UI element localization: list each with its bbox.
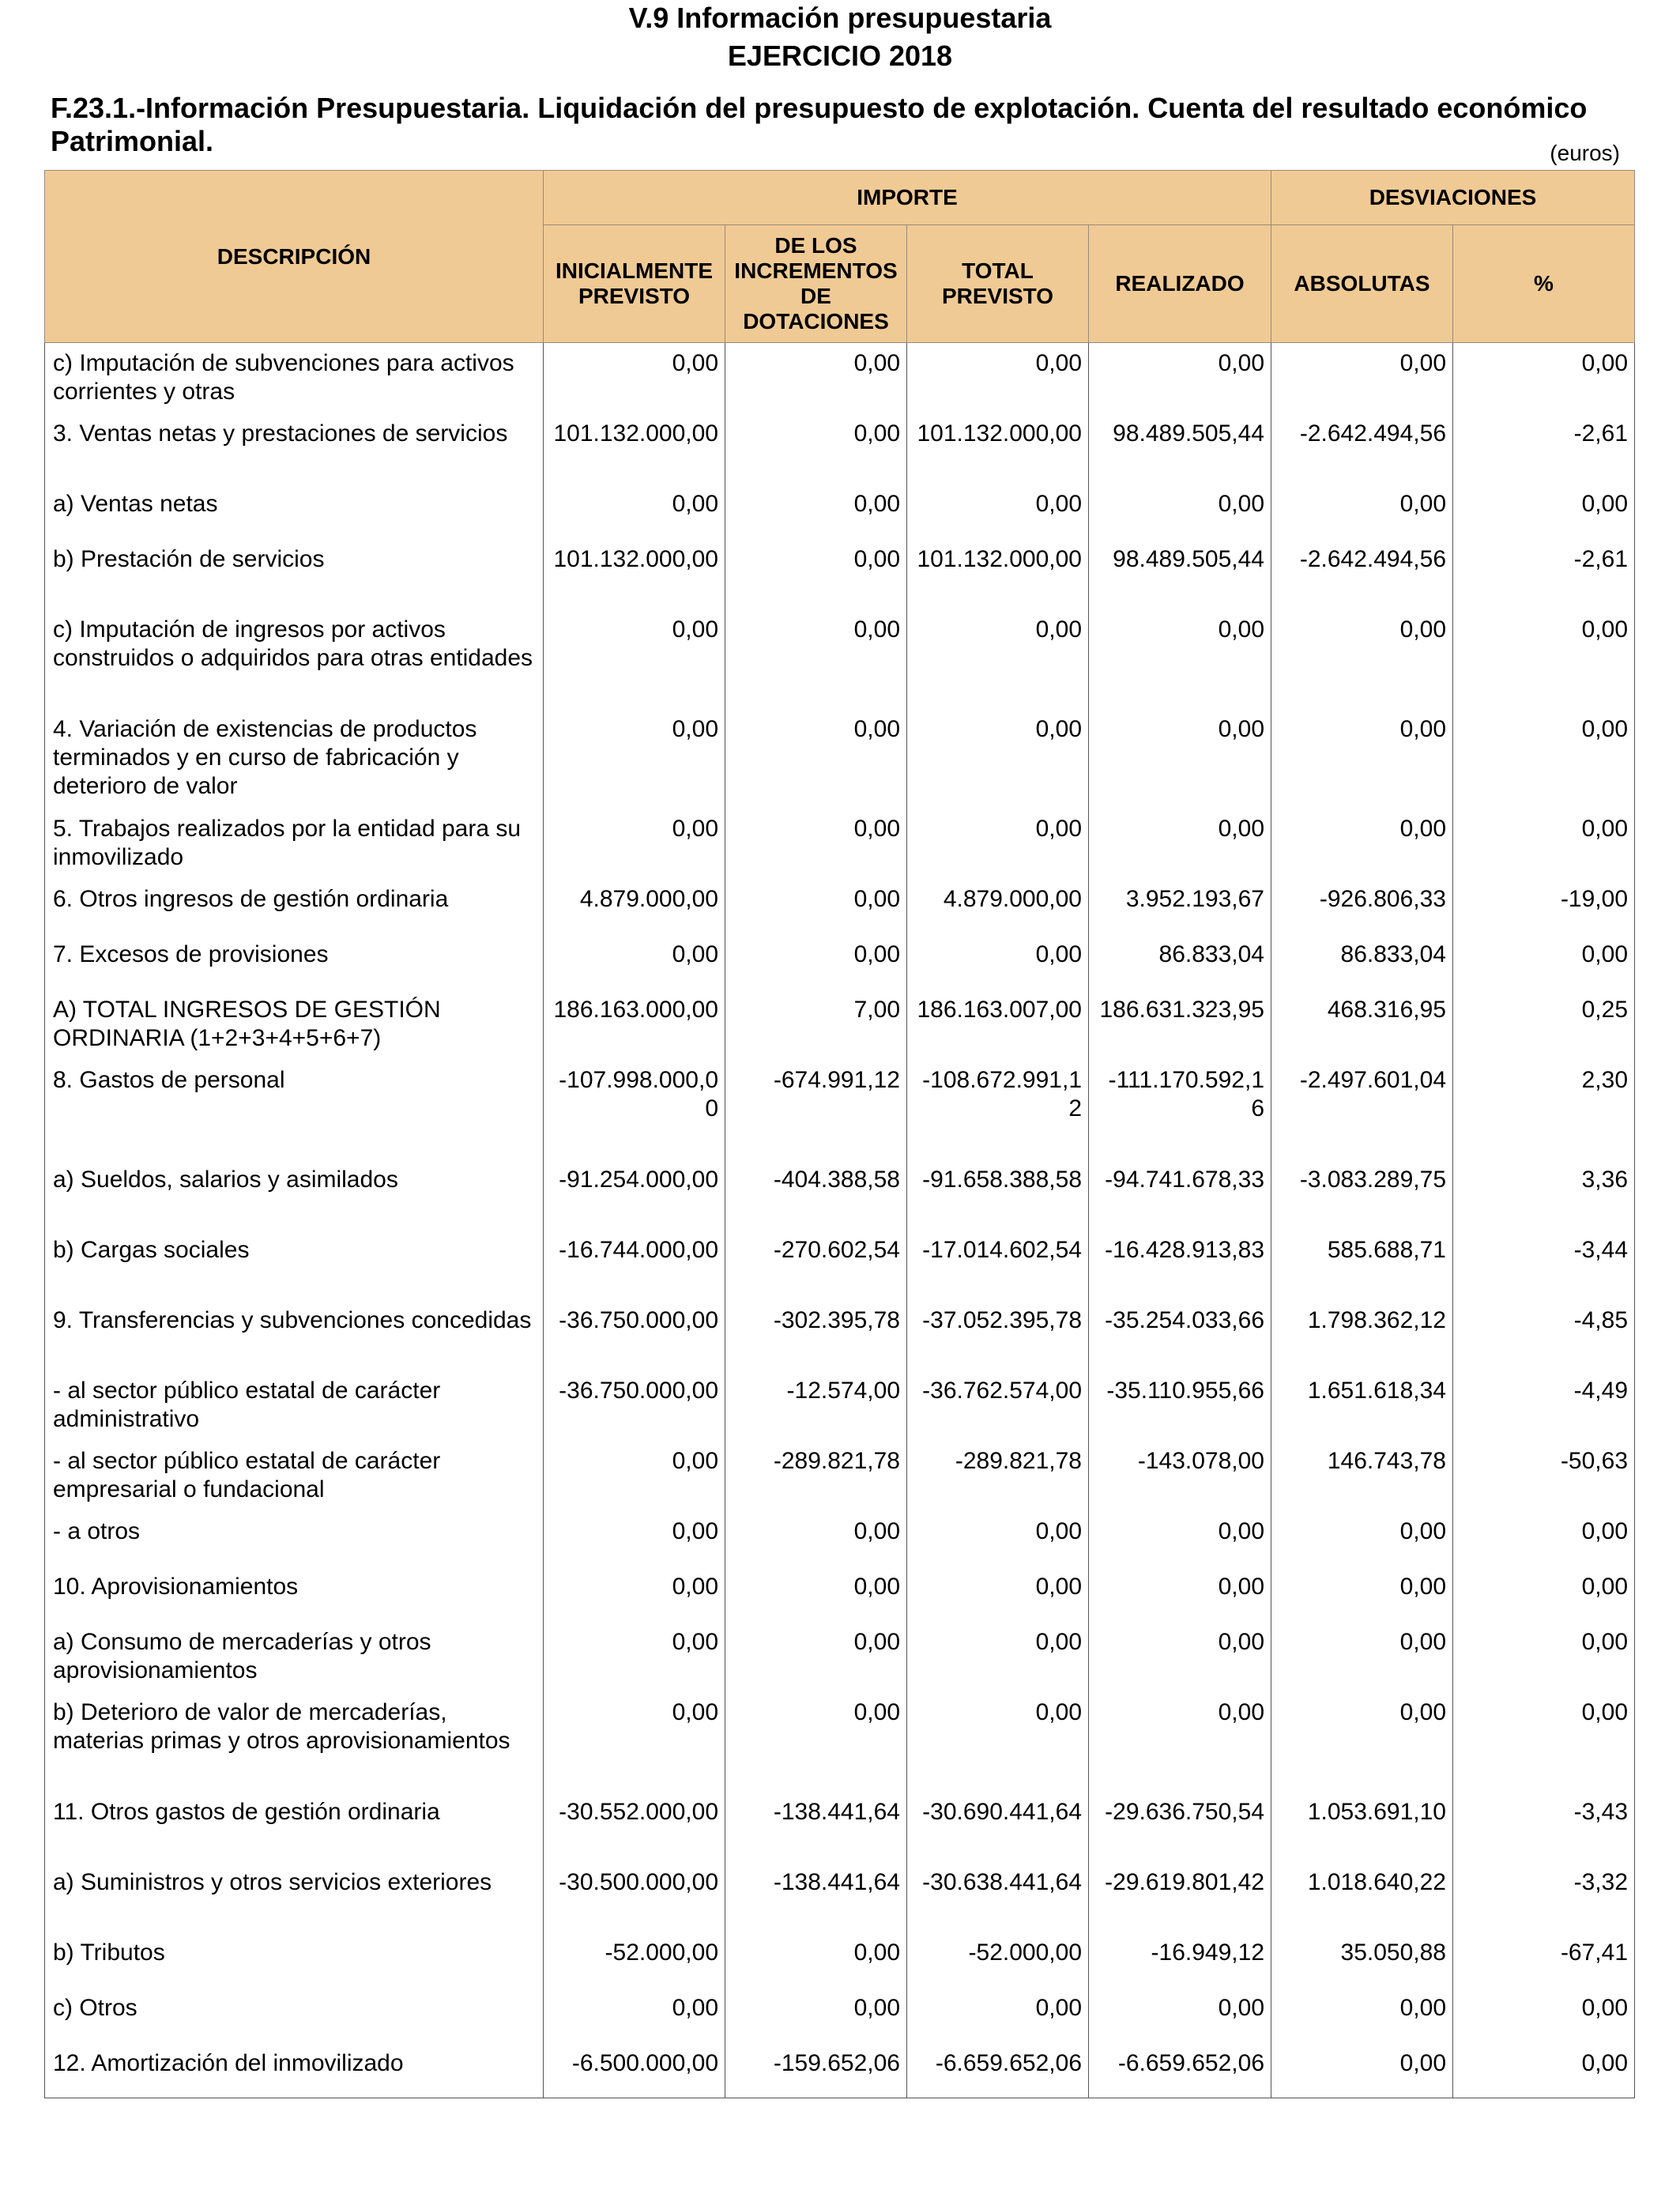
- table-row: [45, 709, 1635, 809]
- row-description: a) Sueldos, salarios y asimilados: [45, 1159, 544, 1230]
- row-description: b) Tributos: [45, 1932, 544, 1988]
- row-description: 3. Ventas netas y prestaciones de servicios: [45, 413, 544, 484]
- cell-total: -6.659.652,06: [907, 2043, 1089, 2098]
- cell-incrementos: 0,00: [725, 934, 907, 990]
- cell-inicial: 101.132.000,00: [544, 413, 725, 484]
- cell-pct: 0,00: [1453, 343, 1635, 413]
- table-row: [45, 343, 1635, 413]
- table-row: [45, 1441, 1635, 1511]
- cell-pct: 0,00: [1453, 709, 1635, 809]
- cell-absolutas: 0,00: [1271, 1692, 1453, 1792]
- table-body: [45, 343, 1635, 2098]
- cell-inicial: -6.500.000,00: [544, 2043, 725, 2098]
- cell-inicial: -52.000,00: [544, 1932, 725, 1988]
- col-header-realizado: REALIZADO: [1089, 225, 1271, 343]
- row-description: c) Imputación de subvenciones para activos corrientes y otras: [45, 343, 544, 413]
- table-row: [45, 1511, 1635, 1566]
- year-heading: EJERCICIO 2018: [727, 40, 953, 72]
- cell-inicial: 101.132.000,00: [544, 539, 725, 609]
- cell-incrementos: 0,00: [725, 709, 907, 809]
- cell-inicial: 0,00: [544, 1988, 725, 2043]
- cell-inicial: -30.552.000,00: [544, 1792, 725, 1862]
- row-description: 7. Excesos de provisiones: [45, 934, 544, 990]
- cell-inicial: -36.750.000,00: [544, 1370, 725, 1441]
- cell-incrementos: 0,00: [725, 1511, 907, 1566]
- cell-realizado: -29.636.750,54: [1089, 1792, 1271, 1862]
- cell-incrementos: 0,00: [725, 413, 907, 484]
- cell-pct: 0,00: [1453, 1988, 1635, 2043]
- cell-realizado: 0,00: [1089, 1511, 1271, 1566]
- cell-absolutas: -3.083.289,75: [1271, 1159, 1453, 1230]
- cell-inicial: 0,00: [544, 343, 725, 413]
- cell-incrementos: -12.574,00: [725, 1370, 907, 1441]
- cell-absolutas: 468.316,95: [1271, 990, 1453, 1060]
- cell-realizado: -6.659.652,06: [1089, 2043, 1271, 2098]
- cell-realizado: -94.741.678,33: [1089, 1159, 1271, 1230]
- cell-absolutas: 0,00: [1271, 2043, 1453, 2098]
- cell-incrementos: 0,00: [725, 879, 907, 934]
- cell-total: 0,00: [907, 484, 1089, 539]
- cell-absolutas: 146.743,78: [1271, 1441, 1453, 1511]
- cell-realizado: 86.833,04: [1089, 934, 1271, 990]
- cell-realizado: 0,00: [1089, 1988, 1271, 2043]
- cell-pct: -19,00: [1453, 879, 1635, 934]
- table-row: [45, 1988, 1635, 2043]
- table-row: [45, 1300, 1635, 1370]
- cell-total: 4.879.000,00: [907, 879, 1089, 934]
- table-row: [45, 1792, 1635, 1862]
- cell-incrementos: -289.821,78: [725, 1441, 907, 1511]
- table-row: [45, 990, 1635, 1060]
- cell-pct: -3,44: [1453, 1230, 1635, 1300]
- cell-absolutas: -2.497.601,04: [1271, 1060, 1453, 1159]
- cell-absolutas: 0,00: [1271, 484, 1453, 539]
- row-description: a) Consumo de mercaderías y otros aprovisionamientos: [45, 1622, 544, 1692]
- cell-inicial: 186.163.000,00: [544, 990, 725, 1060]
- cell-total: 101.132.000,00: [907, 413, 1089, 484]
- cell-total: 0,00: [907, 1622, 1089, 1692]
- col-header-total: TOTAL PREVISTO: [907, 225, 1089, 343]
- cell-incrementos: -404.388,58: [725, 1159, 907, 1230]
- row-description: c) Imputación de ingresos por activos construidos o adquiridos para otras entidades: [45, 609, 544, 709]
- row-description: 4. Variación de existencias de productos terminados y en curso de fabricación y deterioro de valor: [45, 709, 544, 809]
- cell-pct: -4,85: [1453, 1300, 1635, 1370]
- cell-incrementos: 0,00: [725, 1622, 907, 1692]
- units-label: (euros): [1550, 141, 1620, 165]
- budget-table: [44, 170, 1635, 2098]
- row-description: 11. Otros gastos de gestión ordinaria: [45, 1792, 544, 1862]
- col-header-incrementos: DE LOS INCREMENTOS DE DOTACIONES: [725, 225, 907, 343]
- table-row: [45, 1566, 1635, 1622]
- cell-pct: -3,43: [1453, 1792, 1635, 1862]
- row-description: A) TOTAL INGRESOS DE GESTIÓN ORDINARIA (1+2+3+4+5+6+7): [45, 990, 544, 1060]
- table-row: [45, 1862, 1635, 1932]
- cell-realizado: 0,00: [1089, 343, 1271, 413]
- cell-inicial: -36.750.000,00: [544, 1300, 725, 1370]
- cell-absolutas: 1.651.618,34: [1271, 1370, 1453, 1441]
- cell-absolutas: 0,00: [1271, 709, 1453, 809]
- cell-realizado: -16.428.913,83: [1089, 1230, 1271, 1300]
- cell-realizado: 186.631.323,95: [1089, 990, 1271, 1060]
- table-row: [45, 809, 1635, 879]
- cell-absolutas: 0,00: [1271, 1566, 1453, 1622]
- cell-incrementos: 0,00: [725, 484, 907, 539]
- cell-realizado: 0,00: [1089, 1692, 1271, 1792]
- cell-incrementos: 0,00: [725, 343, 907, 413]
- cell-total: -17.014.602,54: [907, 1230, 1089, 1300]
- cell-total: -52.000,00: [907, 1932, 1089, 1988]
- cell-realizado: -143.078,00: [1089, 1441, 1271, 1511]
- cell-incrementos: 0,00: [725, 809, 907, 879]
- cell-inicial: 0,00: [544, 609, 725, 709]
- cell-incrementos: -159.652,06: [725, 2043, 907, 2098]
- cell-pct: 0,00: [1453, 1511, 1635, 1566]
- cell-pct: 0,00: [1453, 484, 1635, 539]
- row-description: a) Ventas netas: [45, 484, 544, 539]
- cell-incrementos: 0,00: [725, 539, 907, 609]
- cell-realizado: 3.952.193,67: [1089, 879, 1271, 934]
- table-row: [45, 1692, 1635, 1792]
- table-row: [45, 2043, 1635, 2098]
- cell-incrementos: -138.441,64: [725, 1862, 907, 1932]
- cell-incrementos: -302.395,78: [725, 1300, 907, 1370]
- cell-pct: -4,49: [1453, 1370, 1635, 1441]
- cell-inicial: 0,00: [544, 1511, 725, 1566]
- row-description: 5. Trabajos realizados por la entidad para su inmovilizado: [45, 809, 544, 879]
- cell-absolutas: 35.050,88: [1271, 1932, 1453, 1988]
- cell-pct: 0,00: [1453, 1566, 1635, 1622]
- table-row: [45, 413, 1635, 484]
- row-description: - al sector público estatal de carácter empresarial o fundacional: [45, 1441, 544, 1511]
- cell-realizado: 98.489.505,44: [1089, 539, 1271, 609]
- cell-total: -289.821,78: [907, 1441, 1089, 1511]
- cell-total: 0,00: [907, 934, 1089, 990]
- row-description: 12. Amortización del inmovilizado: [45, 2043, 544, 2098]
- table-row: [45, 609, 1635, 709]
- col-header-absolutas: ABSOLUTAS: [1271, 225, 1453, 343]
- cell-realizado: -111.170.592,16: [1089, 1060, 1271, 1159]
- cell-realizado: 0,00: [1089, 809, 1271, 879]
- row-description: 10. Aprovisionamientos: [45, 1566, 544, 1622]
- table-row: [45, 879, 1635, 934]
- cell-absolutas: 1.018.640,22: [1271, 1862, 1453, 1932]
- cell-inicial: 0,00: [544, 1441, 725, 1511]
- group-header-importe: IMPORTE: [544, 171, 1271, 225]
- cell-pct: -3,32: [1453, 1862, 1635, 1932]
- cell-inicial: 0,00: [544, 809, 725, 879]
- row-description: b) Deterioro de valor de mercaderías, materias primas y otros aprovisionamientos: [45, 1692, 544, 1792]
- cell-absolutas: 0,00: [1271, 609, 1453, 709]
- cell-pct: 0,00: [1453, 2043, 1635, 2098]
- group-header-desviaciones: DESVIACIONES: [1271, 171, 1635, 225]
- col-header-inicial: INICIALMENTE PREVISTO: [544, 225, 725, 343]
- cell-pct: 0,00: [1453, 809, 1635, 879]
- cell-incrementos: 0,00: [725, 1988, 907, 2043]
- cell-inicial: 0,00: [544, 1622, 725, 1692]
- cell-absolutas: 1.798.362,12: [1271, 1300, 1453, 1370]
- cell-absolutas: 1.053.691,10: [1271, 1792, 1453, 1862]
- cell-inicial: -107.998.000,00: [544, 1060, 725, 1159]
- cell-pct: -50,63: [1453, 1441, 1635, 1511]
- table-row: [45, 1230, 1635, 1300]
- table-row: [45, 934, 1635, 990]
- row-description: 9. Transferencias y subvenciones concedidas: [45, 1300, 544, 1370]
- cell-inicial: -30.500.000,00: [544, 1862, 725, 1932]
- row-description: 8. Gastos de personal: [45, 1060, 544, 1159]
- cell-inicial: 0,00: [544, 709, 725, 809]
- cell-total: 0,00: [907, 1511, 1089, 1566]
- cell-pct: -2,61: [1453, 539, 1635, 609]
- cell-incrementos: -270.602,54: [725, 1230, 907, 1300]
- cell-total: -30.638.441,64: [907, 1862, 1089, 1932]
- table-row: [45, 1622, 1635, 1692]
- cell-inicial: 0,00: [544, 484, 725, 539]
- cell-total: 0,00: [907, 709, 1089, 809]
- cell-total: 0,00: [907, 1692, 1089, 1792]
- cell-realizado: -35.254.033,66: [1089, 1300, 1271, 1370]
- cell-incrementos: -138.441,64: [725, 1792, 907, 1862]
- col-header-descripcion: DESCRIPCIÓN: [45, 171, 544, 343]
- cell-realizado: -29.619.801,42: [1089, 1862, 1271, 1932]
- cell-incrementos: 0,00: [725, 1692, 907, 1792]
- cell-realizado: 98.489.505,44: [1089, 413, 1271, 484]
- cell-total: -37.052.395,78: [907, 1300, 1089, 1370]
- cell-pct: 3,36: [1453, 1159, 1635, 1230]
- cell-total: 0,00: [907, 1566, 1089, 1622]
- cell-total: -91.658.388,58: [907, 1159, 1089, 1230]
- table-row: [45, 1159, 1635, 1230]
- row-description: b) Cargas sociales: [45, 1230, 544, 1300]
- table-row: [45, 539, 1635, 609]
- cell-absolutas: 585.688,71: [1271, 1230, 1453, 1300]
- cell-inicial: -91.254.000,00: [544, 1159, 725, 1230]
- cell-realizado: -16.949,12: [1089, 1932, 1271, 1988]
- cell-total: -36.762.574,00: [907, 1370, 1089, 1441]
- cell-absolutas: 0,00: [1271, 1622, 1453, 1692]
- cell-realizado: 0,00: [1089, 484, 1271, 539]
- cell-absolutas: 86.833,04: [1271, 934, 1453, 990]
- cell-pct: 0,00: [1453, 1692, 1635, 1792]
- cell-incrementos: 0,00: [725, 1932, 907, 1988]
- row-description: a) Suministros y otros servicios exteriores: [45, 1862, 544, 1932]
- cell-absolutas: 0,00: [1271, 1511, 1453, 1566]
- cell-absolutas: 0,00: [1271, 1988, 1453, 2043]
- row-description: - a otros: [45, 1511, 544, 1566]
- table-row: [45, 484, 1635, 539]
- cell-total: 101.132.000,00: [907, 539, 1089, 609]
- cell-total: 0,00: [907, 1988, 1089, 2043]
- cell-incrementos: -674.991,12: [725, 1060, 907, 1159]
- table-row: [45, 1060, 1635, 1159]
- cell-incrementos: 7,00: [725, 990, 907, 1060]
- cell-total: 0,00: [907, 343, 1089, 413]
- cell-total: -108.672.991,12: [907, 1060, 1089, 1159]
- cell-incrementos: 0,00: [725, 1566, 907, 1622]
- cell-realizado: 0,00: [1089, 1566, 1271, 1622]
- cell-realizado: 0,00: [1089, 609, 1271, 709]
- cell-total: 0,00: [907, 809, 1089, 879]
- table-row: [45, 1370, 1635, 1441]
- cell-inicial: 0,00: [544, 934, 725, 990]
- cell-total: -30.690.441,64: [907, 1792, 1089, 1862]
- cell-realizado: -35.110.955,66: [1089, 1370, 1271, 1441]
- cell-pct: -2,61: [1453, 413, 1635, 484]
- cell-inicial: 4.879.000,00: [544, 879, 725, 934]
- section-heading: V.9 Información presupuestaria: [628, 2, 1052, 34]
- document-title: F.23.1.-Información Presupuestaria. Liquidación del presupuesto de explotación. Cuenta del resultado económico Patrimonial.: [51, 92, 1588, 157]
- cell-absolutas: 0,00: [1271, 809, 1453, 879]
- cell-absolutas: -926.806,33: [1271, 879, 1453, 934]
- row-description: 6. Otros ingresos de gestión ordinaria: [45, 879, 544, 934]
- cell-pct: 0,00: [1453, 1622, 1635, 1692]
- cell-realizado: 0,00: [1089, 709, 1271, 809]
- cell-absolutas: 0,00: [1271, 343, 1453, 413]
- cell-inicial: 0,00: [544, 1692, 725, 1792]
- cell-inicial: 0,00: [544, 1566, 725, 1622]
- cell-total: 186.163.007,00: [907, 990, 1089, 1060]
- cell-realizado: 0,00: [1089, 1622, 1271, 1692]
- cell-pct: 0,25: [1453, 990, 1635, 1060]
- col-header-pct: %: [1453, 225, 1635, 343]
- cell-pct: 0,00: [1453, 609, 1635, 709]
- cell-pct: 2,30: [1453, 1060, 1635, 1159]
- cell-absolutas: -2.642.494,56: [1271, 413, 1453, 484]
- row-description: b) Prestación de servicios: [45, 539, 544, 609]
- cell-inicial: -16.744.000,00: [544, 1230, 725, 1300]
- cell-pct: -67,41: [1453, 1932, 1635, 1988]
- row-description: c) Otros: [45, 1988, 544, 2043]
- cell-total: 0,00: [907, 609, 1089, 709]
- cell-incrementos: 0,00: [725, 609, 907, 709]
- row-description: - al sector público estatal de carácter administrativo: [45, 1370, 544, 1441]
- cell-pct: 0,00: [1453, 934, 1635, 990]
- table-row: [45, 1932, 1635, 1988]
- cell-absolutas: -2.642.494,56: [1271, 539, 1453, 609]
